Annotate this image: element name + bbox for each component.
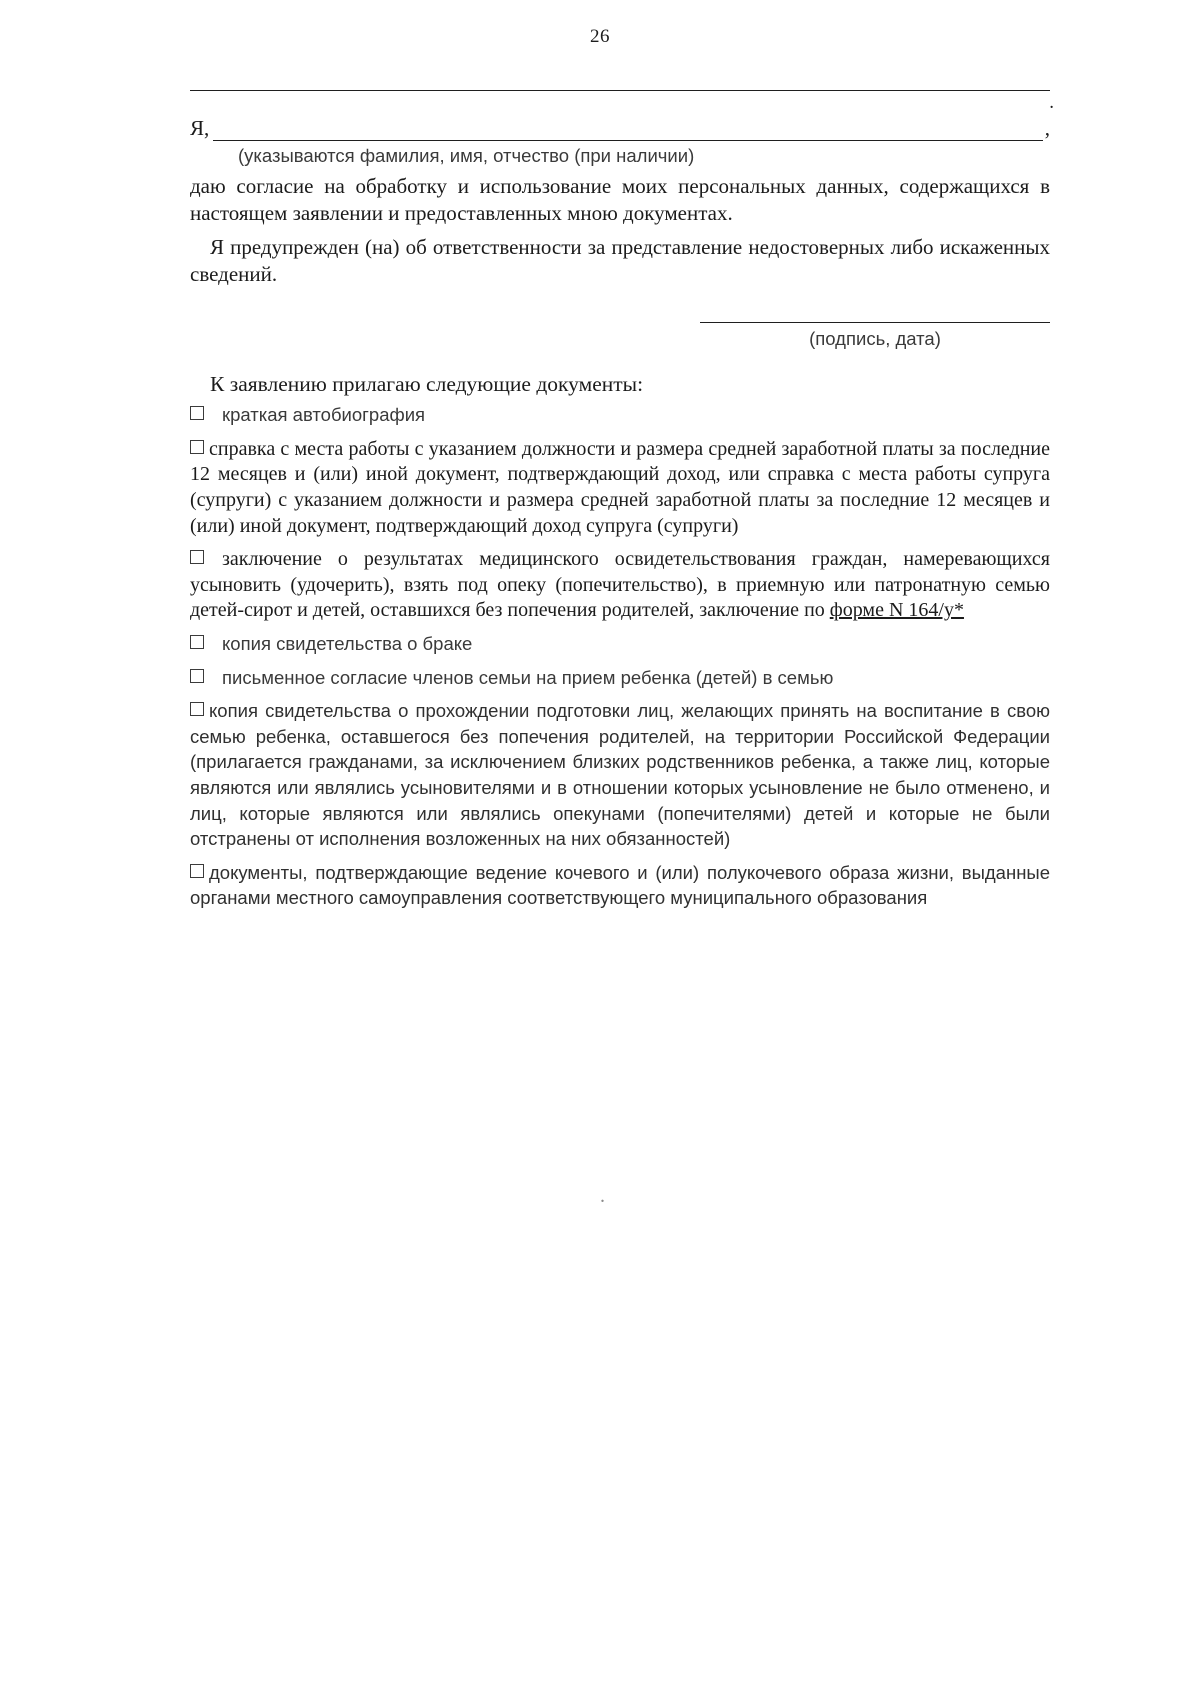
- consent-paragraph-1: даю согласие на обработку и использование моих персональных данных, содержащихся в настоящем заявлении и предоставленных мною документах.: [190, 174, 1050, 226]
- top-rule-dot: .: [1049, 92, 1054, 113]
- list-item[interactable]: [190, 437, 1050, 539]
- list-item[interactable]: [190, 632, 1050, 658]
- full-name-hint: (указываются фамилия, имя, отчество (при наличии): [238, 145, 695, 166]
- checkbox-icon[interactable]: [190, 550, 204, 564]
- form-164u-link[interactable]: форме N 164/у*: [829, 599, 964, 622]
- checkbox-icon[interactable]: [190, 864, 204, 878]
- top-rule-line: [190, 90, 1050, 91]
- full-name-input[interactable]: [213, 122, 1042, 141]
- signature-line[interactable]: [700, 322, 1050, 323]
- document-content: [190, 90, 1054, 912]
- consent-paragraph-2: Я предупрежден (на) об ответственности за представление недостоверных либо искаженных сведений.: [190, 234, 1050, 286]
- list-item-label: справка с места работы с указанием должности и размера средней заработной платы за последние 12 месяцев и (или) иной документ, подтверждающий доход, или справка с места работы супруга (супруги) с указанием должности и размера средней заработной платы за последние 12 месяцев и (или) иной документ, подтверждающий доход супруга (супруги): [190, 437, 1050, 537]
- list-item-label: копия свидетельства о прохождении подготовки лиц, желающих принять на воспитание в свою семью ребенка, оставшегося без попечения родителей, на территории Российской Федерации (прилагается гражданами, за исключением близких родственников ребенка, а также лиц, которые являются или являлись усыновителями и в отношении которых усыновление не было отменено, и лиц, которые являются или являлись опекунами (попечителями) детей и которые не были отстранены от исполнения возложенных на них обязанностей): [190, 700, 1050, 850]
- list-item[interactable]: [190, 699, 1050, 853]
- list-item-label: документы, подтверждающие ведение кочевого и (или) полукочевого образа жизни, выданные органами местного самоуправления соответствующего муниципального образования: [190, 861, 1050, 909]
- signature-block: [190, 322, 1050, 350]
- attachments-title: К заявлению прилагаю следующие документы:: [210, 372, 644, 397]
- list-item[interactable]: [190, 403, 1050, 429]
- top-rule-row: [190, 90, 1054, 113]
- list-item[interactable]: [190, 547, 1050, 624]
- list-item-label: заключение о результатах медицинского освидетельствования граждан, намеревающихся усыновить (удочерить), взять под опеку (попечительство), в приемную или патронатную семью детей-сирот и детей, оставшихся без попечения родителей, заключение по: [190, 548, 1050, 622]
- page-number: 26: [590, 26, 610, 47]
- list-item[interactable]: [190, 861, 1050, 912]
- checkbox-icon[interactable]: [190, 702, 204, 716]
- checkbox-icon[interactable]: [190, 406, 204, 420]
- name-entry-row: [190, 116, 1050, 141]
- checkbox-icon[interactable]: [190, 440, 204, 454]
- checkbox-icon[interactable]: [190, 635, 204, 649]
- signature-caption: (подпись, дата): [809, 328, 941, 350]
- list-item[interactable]: [190, 666, 1050, 692]
- page-artifact-dot: .: [600, 1185, 605, 1207]
- list-item-label: письменное согласие членов семьи на прием ребенка (детей) в семью: [222, 666, 834, 688]
- list-item-label: копия свидетельства о браке: [222, 632, 473, 654]
- ya-label: Я,: [190, 116, 210, 140]
- checkbox-icon[interactable]: [190, 669, 204, 683]
- list-item-label: краткая автобиография: [222, 404, 426, 426]
- name-trailing-comma: ,: [1044, 116, 1050, 140]
